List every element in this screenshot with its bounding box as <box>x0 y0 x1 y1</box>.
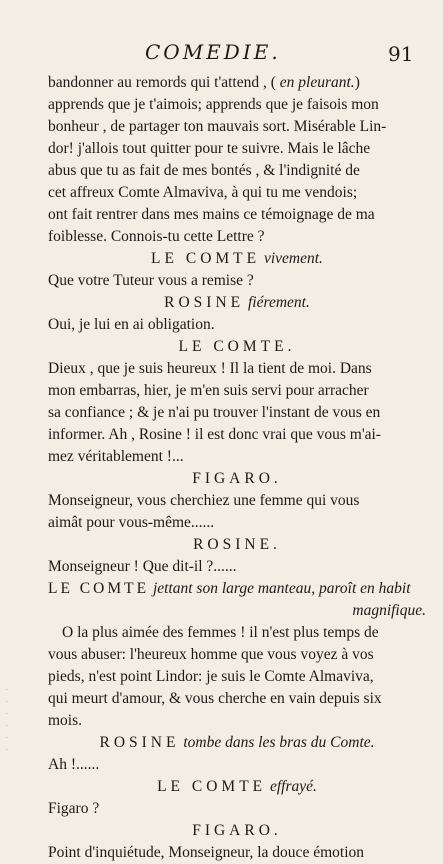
stage-direction: tombe dans les bras du Comte. <box>179 734 375 751</box>
line-text: mon embarras, hier, je m'en suis servi pour arracher <box>48 382 369 399</box>
line-text: bonheur , de partager ton mauvais sort. Misérable Lin- <box>48 118 387 135</box>
line-text: ont fait rentrer dans mes mains ce témoignage de ma <box>48 206 375 223</box>
text-line <box>48 490 426 512</box>
speaker-name: ROSINE. <box>193 536 281 553</box>
line-text: cet affreux Comte Almaviva, à qui tu me vendois; <box>48 184 358 201</box>
play-text <box>48 72 426 864</box>
line-suffix: ) <box>354 74 360 91</box>
text-line <box>48 138 426 160</box>
text-line <box>48 556 426 578</box>
text-line <box>48 226 426 248</box>
stage-direction: en pleurant. <box>275 74 355 91</box>
text-line <box>48 314 426 336</box>
speaker-heading <box>48 292 426 314</box>
line-text: Ah !...... <box>48 756 100 773</box>
line-text: Figaro ? <box>48 800 100 817</box>
page-number: 91 <box>388 42 414 66</box>
stage-direction: jettant son large manteau, paroît en habit <box>149 580 411 597</box>
text-line <box>48 182 426 204</box>
line-text: dor! j'allois tout quitter pour te suivre. Mais le lâche <box>48 140 371 157</box>
text-line <box>48 160 426 182</box>
text-line <box>48 270 426 292</box>
line-text: sa confiance ; & je n'ai pu trouver l'instant de vous en <box>48 404 381 421</box>
line-text: informer. Ah , Rosine ! il est donc vrai que vous m'ai- <box>48 426 381 443</box>
speaker-heading <box>48 820 426 842</box>
text-line <box>48 380 426 402</box>
speaker-heading <box>48 336 426 358</box>
line-text: abus que tu as fait de mes bontés , & l'indignité de <box>48 162 360 179</box>
text-line <box>48 424 426 446</box>
speaker-name: ROSINE <box>164 294 245 311</box>
speaker-name: LE COMTE <box>157 778 267 795</box>
line-text: qui meurt d'amour, & vous cherche en vain depuis six <box>48 690 382 707</box>
line-text: Monseigneur ! Que dit-il ?...... <box>48 558 237 575</box>
text-line <box>48 512 426 534</box>
speaker-heading <box>48 776 426 798</box>
line-text: bandonner au remords qui t'attend , ( <box>48 74 276 91</box>
text-line <box>48 798 426 820</box>
speaker-heading <box>48 578 426 600</box>
speaker-name: LE COMTE <box>151 250 261 267</box>
line-text: mez véritablement !... <box>48 448 184 465</box>
line-text: aimât pour vous-même...... <box>48 514 215 531</box>
line-text: Que votre Tuteur vous a remise ? <box>48 272 254 289</box>
text-line <box>48 94 426 116</box>
line-text: mois. <box>48 712 83 729</box>
speaker-heading <box>48 468 426 490</box>
speaker-name: FIGARO. <box>192 822 282 839</box>
text-line <box>48 358 426 380</box>
text-line <box>48 666 426 688</box>
text-line <box>48 842 426 864</box>
margin-dots: · · · · · · <box>6 687 8 754</box>
line-text: pieds, n'est point Lindor: je suis le Comte Almaviva, <box>48 668 374 685</box>
text-line <box>48 204 426 226</box>
stage-direction: effrayé. <box>266 778 317 795</box>
text-line <box>48 72 426 94</box>
text-line <box>48 754 426 776</box>
speaker-heading <box>48 248 426 270</box>
page-header <box>0 40 443 70</box>
stage-direction: vivement. <box>260 250 323 267</box>
text-line <box>48 644 426 666</box>
text-line <box>48 446 426 468</box>
running-title: COMEDIE. <box>145 40 281 64</box>
line-text: O la plus aimée des femmes ! il n'est plus temps de <box>62 624 379 641</box>
speaker-name: FIGARO. <box>192 470 282 487</box>
line-text: foiblesse. Connois-tu cette Lettre ? <box>48 228 265 245</box>
text-line <box>48 688 426 710</box>
line-text: Monseigneur, vous cherchiez une femme qui vous <box>48 492 360 509</box>
speaker-name: LE COMTE. <box>178 338 296 355</box>
line-text: Point d'inquiétude, Monseigneur, la douce émotion <box>48 844 364 861</box>
stage-direction: magnifique. <box>352 602 426 619</box>
speaker-name: ROSINE <box>99 734 180 751</box>
line-text: apprends que je t'aimois; apprends que je faisois mon <box>48 96 379 113</box>
line-text: Dieux , que je suis heureux ! Il la tient de moi. Dans <box>48 360 372 377</box>
text-line <box>48 116 426 138</box>
text-line <box>48 710 426 732</box>
text-line <box>48 622 426 644</box>
stage-direction: fiérement. <box>244 294 310 311</box>
text-line <box>48 402 426 424</box>
speaker-heading <box>48 732 426 754</box>
speaker-heading <box>48 534 426 556</box>
line-text: vous abuser: l'heureux homme que vous voyez à vos <box>48 646 374 663</box>
speaker-name: LE COMTE <box>48 580 150 597</box>
line-text: Oui, je lui en ai obligation. <box>48 316 215 333</box>
